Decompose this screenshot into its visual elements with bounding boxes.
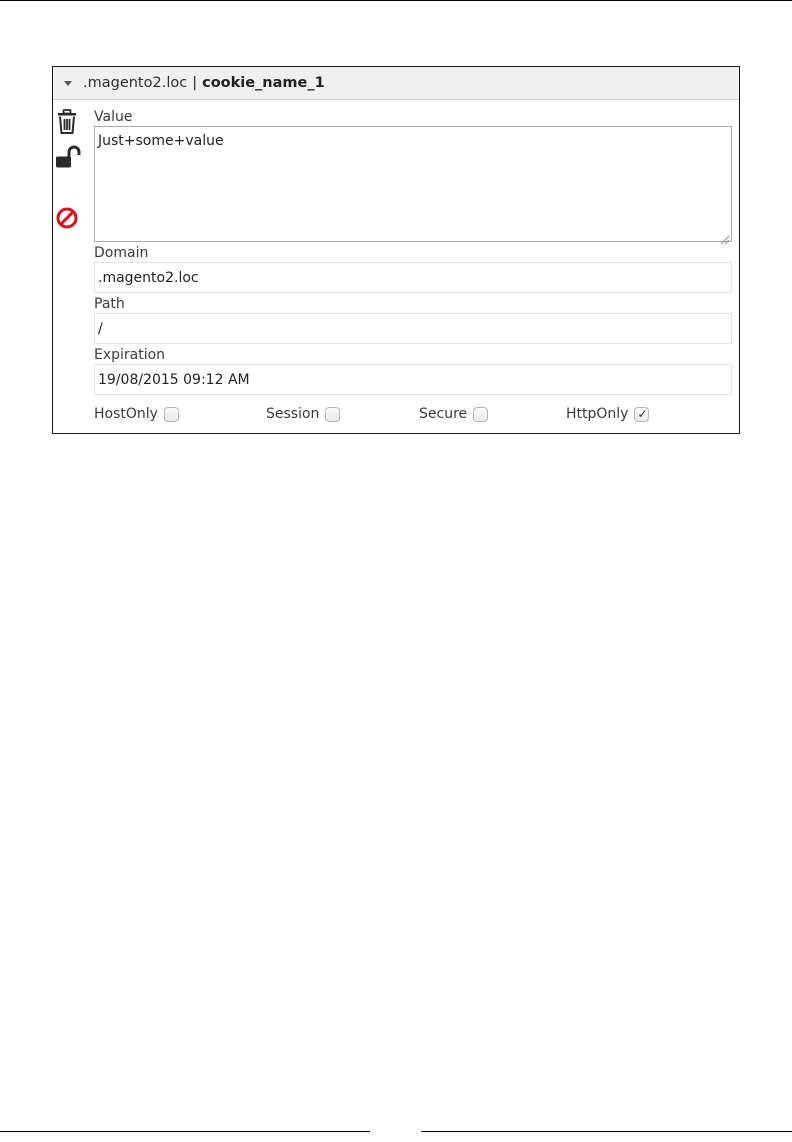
expiration-field[interactable]: [94, 364, 732, 395]
block-icon[interactable]: [55, 206, 79, 232]
value-textarea[interactable]: [94, 126, 732, 242]
httponly-flag: [566, 403, 649, 425]
footer-rule-right: [421, 1131, 792, 1132]
title-separator: |: [192, 75, 198, 91]
hostonly-label: HostOnly: [94, 406, 158, 422]
footer-rule-left: [0, 1131, 370, 1132]
trash-icon[interactable]: [55, 109, 79, 135]
domain-field[interactable]: [94, 262, 732, 293]
cookie-domain-label: .magento2.loc: [83, 75, 188, 91]
secure-checkbox[interactable]: [473, 407, 488, 422]
cookie-name: cookie_name_1: [202, 75, 325, 91]
top-rule: [0, 0, 792, 1]
secure-flag: [419, 403, 488, 425]
hostonly-flag: [94, 403, 179, 425]
cookie-header[interactable]: [53, 67, 739, 100]
session-label: Session: [266, 406, 320, 422]
session-flag: [266, 403, 340, 425]
secure-label: Secure: [419, 406, 468, 422]
resize-grip-icon[interactable]: [720, 230, 730, 240]
unlock-icon[interactable]: [55, 144, 79, 170]
collapse-arrow-icon[interactable]: [64, 81, 72, 86]
httponly-label: HttpOnly: [566, 406, 629, 422]
domain-label: Domain: [94, 245, 149, 261]
checkmark-icon: ✓: [637, 406, 648, 421]
value-label: Value: [94, 109, 133, 125]
hostonly-checkbox[interactable]: [164, 407, 179, 422]
cookie-editor-panel: [52, 66, 740, 434]
expiration-label: Expiration: [94, 347, 166, 363]
session-checkbox[interactable]: [325, 407, 340, 422]
path-field[interactable]: [94, 313, 732, 344]
cookie-title: [83, 74, 325, 92]
path-label: Path: [94, 296, 125, 312]
httponly-checkbox[interactable]: [634, 407, 649, 422]
